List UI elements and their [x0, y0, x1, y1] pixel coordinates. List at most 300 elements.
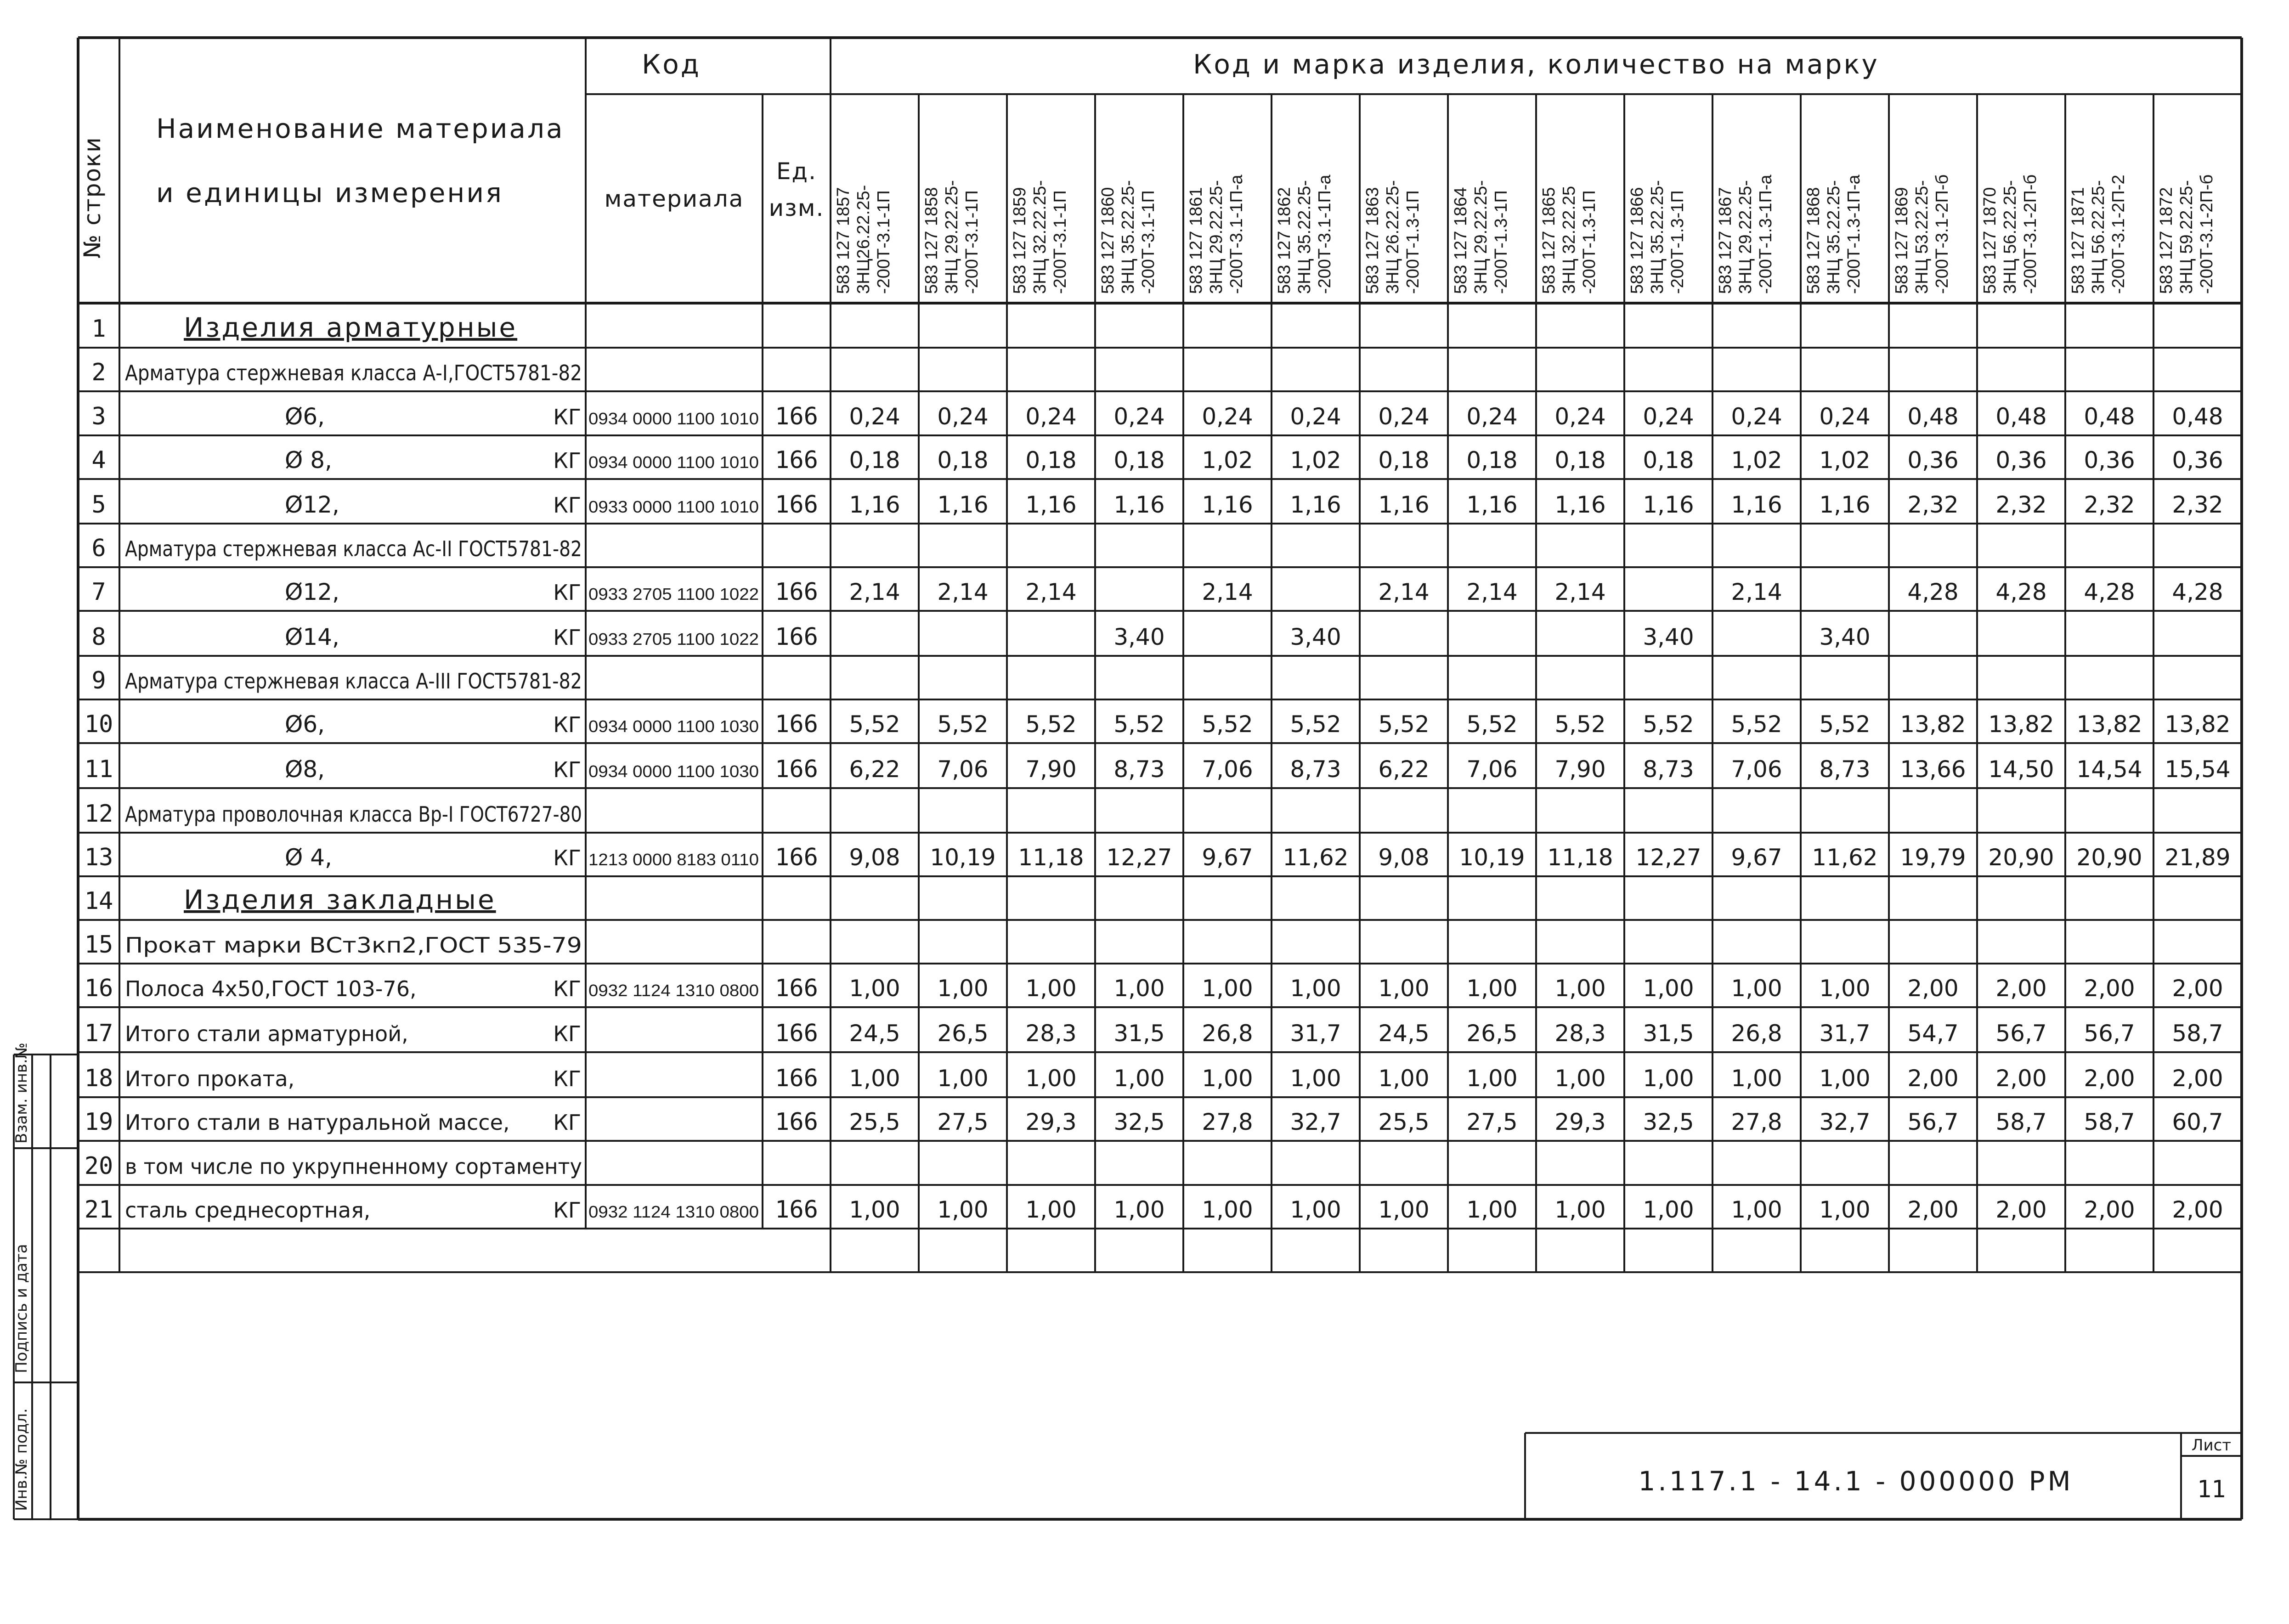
- quantity-cell: 2,14: [849, 579, 900, 605]
- side-stamp-label: Инв.№ подл.: [12, 1408, 31, 1511]
- quantity-cell: 2,00: [2172, 1065, 2223, 1092]
- product-column-label: 3НЦ 29.22.25-: [1736, 180, 1755, 294]
- table-row: [91, 403, 2223, 430]
- material-code: 1213 0000 8183 0110: [588, 850, 759, 869]
- quantity-cell: 0,24: [1731, 403, 1782, 430]
- quantity-cell: 1,02: [1202, 447, 1253, 474]
- quantity-cell: 1,16: [1025, 491, 1077, 518]
- table-row: [85, 884, 496, 915]
- quantity-cell: 1,00: [1731, 1196, 1782, 1223]
- quantity-cell: 0,36: [1907, 447, 1959, 474]
- quantity-cell: 32,5: [1113, 1109, 1165, 1135]
- quantity-cell: 5,52: [937, 711, 989, 738]
- quantity-cell: 0,24: [1466, 403, 1518, 430]
- table-row: [91, 623, 1870, 651]
- side-stamp: [12, 1043, 78, 1519]
- product-column-header: [1010, 180, 1070, 294]
- table-row: [85, 975, 2223, 1002]
- unit-label: КГ: [553, 448, 581, 473]
- material-name-header: Наименование материала: [156, 113, 565, 144]
- material-code: 0934 0000 1100 1010: [588, 409, 759, 428]
- product-column-label: 3НЦ 29.22.25-: [1471, 180, 1491, 294]
- row-number: 9: [91, 667, 106, 694]
- table-row: [91, 359, 582, 386]
- material-code: 0933 2705 1100 1022: [588, 630, 759, 648]
- quantity-cell: 4,28: [2084, 579, 2135, 605]
- row-number: 20: [84, 1152, 113, 1180]
- row-number: 14: [84, 887, 113, 915]
- quantity-cell: 9,67: [1731, 844, 1782, 871]
- quantity-cell: 1,16: [1378, 491, 1430, 518]
- quantity-cell: 31,7: [1290, 1020, 1341, 1047]
- item-diameter: Ø6,: [285, 711, 325, 738]
- product-column-header: [1187, 174, 1246, 294]
- item-diameter: Ø 8,: [285, 447, 332, 474]
- product-column-label: -200Т-1.3-1П: [1492, 190, 1511, 294]
- quantity-cell: 27,8: [1202, 1109, 1253, 1135]
- unit-label: КГ: [553, 846, 581, 870]
- table-header: [79, 49, 2216, 294]
- unit-code: 166: [775, 756, 818, 783]
- quantity-cell: 1,16: [1819, 491, 1871, 518]
- product-column-header: [1539, 186, 1599, 294]
- quantity-cell: 2,00: [2172, 1196, 2223, 1223]
- quantity-cell: 7,06: [937, 756, 989, 783]
- unit-header: Ед.: [776, 158, 817, 185]
- quantity-cell: 25,5: [1378, 1109, 1430, 1135]
- unit-label: КГ: [553, 757, 581, 782]
- item-diameter: Ø12,: [285, 491, 339, 518]
- product-column-header: [922, 180, 982, 294]
- quantity-cell: 56,7: [2084, 1020, 2135, 1047]
- table-row: [85, 1196, 2223, 1224]
- product-column-label: 3НЦ 29.22.25-: [1207, 180, 1226, 294]
- quantity-cell: 5,52: [1113, 711, 1165, 738]
- table-row: [85, 844, 2231, 871]
- unit-code: 166: [775, 623, 818, 651]
- row-number: 7: [91, 578, 106, 606]
- quantity-cell: 15,54: [2165, 756, 2231, 783]
- quantity-cell: 1,16: [1290, 491, 1341, 518]
- quantity-cell: 26,8: [1731, 1020, 1782, 1047]
- quantity-cell: 1,16: [1113, 491, 1165, 518]
- quantity-cell: 0,18: [1113, 447, 1165, 474]
- quantity-cell: 2,32: [2084, 491, 2135, 518]
- quantity-cell: 0,24: [1643, 403, 1694, 430]
- quantity-cell: 0,36: [2084, 447, 2135, 474]
- quantity-cell: 13,82: [1900, 711, 1966, 738]
- quantity-cell: 1,00: [1113, 1065, 1165, 1092]
- product-column-label: 3НЦ 35.22.25-: [1295, 180, 1314, 294]
- product-column-header: [2069, 175, 2128, 294]
- table-row: [85, 800, 582, 828]
- quantity-cell: 1,00: [1554, 975, 1606, 1002]
- quantity-cell: 11,18: [1547, 844, 1613, 871]
- quantity-cell: 11,62: [1812, 844, 1878, 871]
- unit-code: 166: [775, 446, 818, 474]
- quantity-cell: 1,00: [1025, 1065, 1077, 1092]
- quantity-cell: 58,7: [2172, 1020, 2223, 1047]
- quantity-cell: 8,73: [1113, 756, 1165, 783]
- item-diameter: Ø8,: [285, 756, 325, 783]
- quantity-cell: 3,40: [1290, 624, 1341, 650]
- quantity-cell: 1,16: [1202, 491, 1253, 518]
- quantity-cell: 0,18: [1643, 447, 1694, 474]
- quantity-cell: 2,32: [2172, 491, 2223, 518]
- group-title: Арматура стержневая класса А-III ГОСТ5781-82: [125, 669, 582, 694]
- quantity-cell: 1,00: [1643, 1065, 1694, 1092]
- quantity-cell: 14,54: [2076, 756, 2142, 783]
- quantity-cell: 24,5: [849, 1020, 900, 1047]
- product-column-label: 3НЦ 56.22.25-: [2089, 180, 2108, 294]
- product-column-label: 3НЦ 32.22.25: [1560, 186, 1579, 294]
- unit-label: КГ: [553, 1110, 581, 1135]
- quantity-cell: 3,40: [1643, 624, 1694, 650]
- quantity-cell: 5,52: [1378, 711, 1430, 738]
- row-number: 19: [84, 1108, 113, 1136]
- quantity-cell: 1,00: [1113, 1196, 1165, 1223]
- material-code: 0932 1124 1310 0800: [588, 1202, 759, 1221]
- row-number: 8: [91, 623, 106, 651]
- quantity-cell: 1,00: [1554, 1196, 1606, 1223]
- quantity-cell: 5,52: [1819, 711, 1871, 738]
- row-number: 10: [84, 710, 113, 738]
- quantity-cell: 11,18: [1018, 844, 1084, 871]
- quantity-cell: 2,00: [1907, 1065, 1959, 1092]
- quantity-cell: 19,79: [1900, 844, 1966, 871]
- product-column-label: 3НЦ 29.22.25-: [942, 180, 961, 294]
- unit-code: 166: [775, 1065, 818, 1092]
- quantity-cell: 7,06: [1466, 756, 1518, 783]
- quantity-cell: 1,00: [1025, 975, 1077, 1002]
- product-column-label: -200Т-3.1-2П-б: [1933, 174, 1952, 294]
- product-column-header: [1892, 175, 1952, 294]
- quantity-cell: 5,52: [1731, 711, 1782, 738]
- quantity-cell: 21,89: [2165, 844, 2231, 871]
- group-title: Арматура стержневая класса А-I,ГОСТ5781-82: [125, 361, 582, 385]
- quantity-cell: 1,00: [937, 1196, 989, 1223]
- quantity-cell: 0,24: [1113, 403, 1165, 430]
- quantity-cell: 26,8: [1202, 1020, 1253, 1047]
- quantity-cell: 0,48: [2172, 403, 2223, 430]
- quantity-cell: 31,5: [1113, 1020, 1165, 1047]
- product-column-header: [2157, 175, 2216, 294]
- quantity-cell: 20,90: [2076, 844, 2142, 871]
- quantity-cell: 0,24: [849, 403, 900, 430]
- product-column-label: -200Т-3.1-2П-б: [2197, 174, 2216, 294]
- quantity-cell: 25,5: [849, 1109, 900, 1135]
- quantity-cell: 1,00: [1466, 1196, 1518, 1223]
- title-block: [1525, 1433, 2242, 1519]
- unit-code: 166: [775, 975, 818, 1002]
- quantity-cell: 0,24: [1554, 403, 1606, 430]
- unit-code: 166: [775, 710, 818, 738]
- quantity-cell: 1,00: [1819, 1065, 1871, 1092]
- quantity-cell: 2,14: [1025, 579, 1077, 605]
- quantity-cell: 54,7: [1907, 1020, 1959, 1047]
- quantity-cell: 4,28: [1907, 579, 1959, 605]
- product-column-label: 583 127 1872: [2157, 187, 2176, 294]
- quantity-cell: 56,7: [1907, 1109, 1959, 1135]
- quantity-cell: 28,3: [1025, 1020, 1077, 1047]
- quantity-cell: 7,90: [1025, 756, 1077, 783]
- row-title: сталь среднесортная,: [125, 1198, 371, 1223]
- code-material-header: материала: [604, 186, 744, 212]
- quantity-cell: 0,18: [1554, 447, 1606, 474]
- quantity-cell: 2,00: [1995, 975, 2047, 1002]
- quantity-cell: 1,00: [1290, 1196, 1341, 1223]
- product-column-label: -200Т-1.3-1П: [1668, 190, 1687, 294]
- quantity-cell: 2,00: [2084, 1065, 2135, 1092]
- quantity-cell: 12,27: [1635, 844, 1701, 871]
- group-title: Прокат марки ВСт3кп2,ГОСТ 535-79: [125, 933, 582, 958]
- quantity-cell: 8,73: [1290, 756, 1341, 783]
- quantity-cell: 26,5: [1466, 1020, 1518, 1047]
- material-code: 0933 0000 1100 1010: [588, 497, 759, 516]
- product-column-label: 583 127 1863: [1363, 187, 1382, 294]
- quantity-cell: 0,18: [1466, 447, 1518, 474]
- table-row: [85, 931, 582, 959]
- quantity-cell: 2,14: [1731, 579, 1782, 605]
- quantity-cell: 27,5: [937, 1109, 989, 1135]
- row-title: Итого стали в натуральной массе,: [125, 1110, 510, 1135]
- row-number: 5: [91, 491, 106, 519]
- unit-header-line2: изм.: [769, 195, 825, 221]
- quantity-cell: 13,82: [1988, 711, 2054, 738]
- product-column-label: 583 127 1865: [1539, 187, 1559, 294]
- quantity-cell: 56,7: [1995, 1020, 2047, 1047]
- unit-label: КГ: [553, 1066, 581, 1091]
- quantity-cell: 2,14: [1202, 579, 1253, 605]
- quantity-cell: 5,52: [1554, 711, 1606, 738]
- unit-code: 166: [775, 578, 818, 606]
- quantity-cell: 0,36: [2172, 447, 2223, 474]
- unit-label: КГ: [553, 976, 581, 1001]
- quantity-cell: 8,73: [1643, 756, 1694, 783]
- product-column-label: 583 127 1862: [1275, 187, 1294, 294]
- quantity-cell: 3,40: [1819, 624, 1871, 650]
- material-code: 0934 0000 1100 1030: [588, 717, 759, 736]
- group-title: Арматура проволочная класса Вр-I ГОСТ6727-80: [125, 802, 582, 827]
- table-row: [85, 1152, 582, 1180]
- unit-code: 166: [775, 403, 818, 430]
- quantity-cell: 0,24: [1202, 403, 1253, 430]
- quantity-cell: 10,19: [930, 844, 996, 871]
- product-column-label: -200Т-1.3-1П-а: [1844, 175, 1864, 294]
- quantity-cell: 5,52: [1202, 711, 1253, 738]
- product-column-label: 583 127 1860: [1098, 187, 1118, 294]
- quantity-cell: 0,18: [1025, 447, 1077, 474]
- quantity-cell: 1,00: [1378, 975, 1430, 1002]
- product-column-header: [1628, 180, 1687, 294]
- quantity-cell: 1,00: [937, 1065, 989, 1092]
- quantity-cell: 0,24: [937, 403, 989, 430]
- quantity-cell: 9,08: [849, 844, 900, 871]
- section-title: Изделия арматурные: [184, 312, 518, 343]
- unit-code: 166: [775, 844, 818, 871]
- unit-label: КГ: [553, 1198, 581, 1223]
- group-title: Арматура стержневая класса Ас-II ГОСТ5781-82: [125, 536, 582, 561]
- row-number: 12: [84, 800, 113, 828]
- quantity-cell: 32,7: [1290, 1109, 1341, 1135]
- row-number-header: № строки: [79, 136, 106, 259]
- quantity-cell: 29,3: [1554, 1109, 1606, 1135]
- code-group-header: Код: [642, 49, 701, 80]
- product-column-label: 583 127 1868: [1804, 187, 1823, 294]
- quantity-cell: 4,28: [1995, 579, 2047, 605]
- quantity-cell: 58,7: [2084, 1109, 2135, 1135]
- quantity-cell: 2,14: [937, 579, 989, 605]
- product-column-label: -200Т-3.1-1П: [1051, 190, 1070, 294]
- material-code: 0933 2705 1100 1022: [588, 585, 759, 603]
- row-number: 1: [91, 315, 106, 343]
- unit-label: КГ: [553, 493, 581, 518]
- material-code: 0932 1124 1310 0800: [588, 981, 759, 1000]
- product-column-label: 583 127 1858: [922, 187, 941, 294]
- quantity-cell: 7,06: [1202, 756, 1253, 783]
- quantity-cell: 60,7: [2172, 1109, 2223, 1135]
- quantity-cell: 5,52: [849, 711, 900, 738]
- quantity-cell: 2,00: [1907, 975, 1959, 1002]
- quantity-cell: 27,8: [1731, 1109, 1782, 1135]
- quantity-cell: 58,7: [1995, 1109, 2047, 1135]
- product-column-label: -200Т-1.3-1П: [1580, 190, 1599, 294]
- table-row: [91, 535, 582, 562]
- quantity-cell: 7,90: [1554, 756, 1606, 783]
- unit-label: КГ: [553, 405, 581, 429]
- quantity-cell: 1,00: [1731, 975, 1782, 1002]
- quantity-cell: 28,3: [1554, 1020, 1606, 1047]
- quantity-cell: 2,00: [2084, 975, 2135, 1002]
- quantity-cell: 1,16: [849, 491, 900, 518]
- unit-label: КГ: [553, 625, 581, 650]
- quantity-cell: 32,5: [1643, 1109, 1694, 1135]
- row-title: Итого проката,: [125, 1066, 295, 1091]
- table-row: [91, 446, 2223, 474]
- product-column-header: [1098, 180, 1158, 294]
- row-number: 11: [84, 756, 113, 783]
- quantity-cell: 8,73: [1819, 756, 1871, 783]
- quantity-cell: 13,82: [2165, 711, 2231, 738]
- product-column-label: 3НЦ 35.22.25-: [1648, 180, 1667, 294]
- sheet-label: Лист: [2191, 1436, 2232, 1455]
- product-column-label: 3НЦ 53.22.25-: [1912, 180, 1932, 294]
- item-diameter: Ø 4,: [285, 844, 332, 871]
- product-column-label: 3НЦ 35.22.25-: [1119, 180, 1138, 294]
- quantity-cell: 1,00: [849, 1065, 900, 1092]
- material-code: 0934 0000 1100 1030: [588, 762, 759, 781]
- product-column-label: 583 127 1857: [834, 187, 853, 294]
- quantity-cell: 1,00: [937, 975, 989, 1002]
- quantity-cell: 0,36: [1995, 447, 2047, 474]
- quantity-cell: 1,00: [849, 1196, 900, 1223]
- quantity-cell: 14,50: [1988, 756, 2054, 783]
- product-column-label: 3НЦ 56.22.25-: [2001, 180, 2020, 294]
- product-column-label: 583 127 1864: [1451, 187, 1470, 294]
- row-number: 17: [84, 1020, 113, 1047]
- unit-code: 166: [775, 1020, 818, 1047]
- quantity-cell: 1,00: [1290, 1065, 1341, 1092]
- unit-code: 166: [775, 1196, 818, 1224]
- product-column-label: 583 127 1859: [1010, 187, 1029, 294]
- quantity-cell: 1,00: [1643, 975, 1694, 1002]
- quantity-cell: 2,32: [1907, 491, 1959, 518]
- quantity-cell: 2,14: [1554, 579, 1606, 605]
- quantity-cell: 6,22: [849, 756, 900, 783]
- product-column-header: [1451, 180, 1511, 294]
- item-diameter: Ø6,: [285, 403, 325, 430]
- product-column-label: 583 127 1866: [1628, 187, 1647, 294]
- unit-label: КГ: [553, 580, 581, 605]
- quantity-cell: 1,00: [1819, 1196, 1871, 1223]
- table-row: [91, 312, 517, 343]
- product-column-label: -200Т-3.1-2П-2: [2109, 175, 2128, 294]
- product-column-label: -200Т-3.1-1П: [1139, 190, 1158, 294]
- quantity-cell: 1,02: [1819, 447, 1871, 474]
- quantity-cell: 1,00: [1378, 1196, 1430, 1223]
- row-number: 16: [84, 975, 113, 1002]
- quantity-cell: 32,7: [1819, 1109, 1871, 1135]
- table-row: [91, 667, 582, 694]
- product-column-label: 3НЦ 32.22.25-: [1030, 180, 1050, 294]
- quantity-cell: 13,82: [2076, 711, 2142, 738]
- quantity-cell: 31,7: [1819, 1020, 1871, 1047]
- quantity-cell: 2,14: [1466, 579, 1518, 605]
- product-column-label: -200Т-3.1-2П-б: [2021, 174, 2040, 294]
- row-number: 18: [84, 1065, 113, 1092]
- quantity-cell: 0,18: [849, 447, 900, 474]
- quantity-cell: 0,24: [1819, 403, 1871, 430]
- quantity-cell: 29,3: [1025, 1109, 1077, 1135]
- quantity-cell: 1,16: [1643, 491, 1694, 518]
- quantity-cell: 1,00: [1113, 975, 1165, 1002]
- product-column-header: [1363, 180, 1423, 294]
- quantity-cell: 1,02: [1731, 447, 1782, 474]
- quantity-cell: 2,00: [2084, 1196, 2135, 1223]
- table-row: [85, 1065, 2223, 1092]
- quantity-cell: 1,00: [1731, 1065, 1782, 1092]
- quantity-cell: 2,00: [1907, 1196, 1959, 1223]
- material-code: 0934 0000 1100 1010: [588, 453, 759, 472]
- quantity-cell: 0,48: [1995, 403, 2047, 430]
- quantity-cell: 27,5: [1466, 1109, 1518, 1135]
- quantity-cell: 20,90: [1988, 844, 2054, 871]
- quantity-cell: 12,27: [1106, 844, 1172, 871]
- quantity-cell: 1,00: [1466, 1065, 1518, 1092]
- quantity-cell: 4,28: [2172, 579, 2223, 605]
- quantity-cell: 1,00: [1554, 1065, 1606, 1092]
- table-row: [85, 710, 2231, 738]
- unit-code: 166: [775, 1108, 818, 1136]
- quantity-cell: 2,00: [2172, 975, 2223, 1002]
- product-column-header: [1980, 175, 2040, 294]
- quantity-cell: 2,00: [1995, 1065, 2047, 1092]
- quantity-cell: 0,48: [2084, 403, 2135, 430]
- table-row: [85, 1020, 2223, 1047]
- quantity-cell: 0,24: [1290, 403, 1341, 430]
- quantity-cell: 0,24: [1025, 403, 1077, 430]
- product-column-label: 3НЦ26.22.25-: [854, 185, 873, 294]
- unit-label: КГ: [553, 1021, 581, 1046]
- product-column-label: -200Т-3.1-1П-а: [1227, 175, 1246, 294]
- quantity-cell: 0,48: [1907, 403, 1959, 430]
- quantity-cell: 1,02: [1290, 447, 1341, 474]
- row-number: 3: [91, 403, 106, 430]
- product-column-header: [1804, 174, 1864, 294]
- sheet-number: 11: [2197, 1476, 2226, 1503]
- quantity-cell: 7,06: [1731, 756, 1782, 783]
- quantity-cell: 11,62: [1283, 844, 1349, 871]
